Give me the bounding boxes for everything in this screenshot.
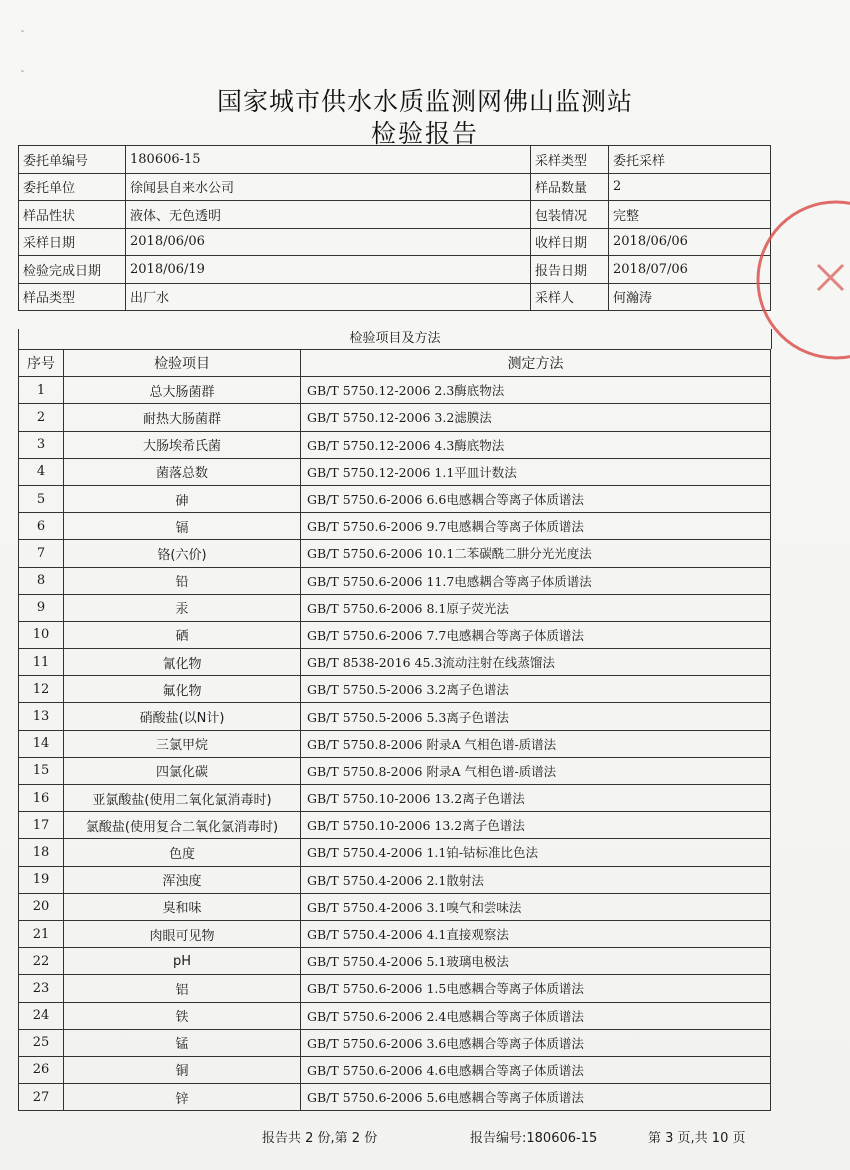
package-label: 包装情况 bbox=[531, 201, 609, 229]
row-number: 22 bbox=[19, 948, 64, 975]
table-row bbox=[19, 649, 771, 676]
sampler-label: 采样人 bbox=[531, 283, 609, 311]
table-row bbox=[19, 920, 771, 947]
sample-type-label: 采样类型 bbox=[531, 146, 609, 174]
report-date-label: 报告日期 bbox=[531, 256, 609, 284]
test-item: 镉 bbox=[64, 513, 301, 540]
section-title: 检验项目及方法 bbox=[18, 329, 772, 349]
info-row bbox=[19, 173, 771, 201]
table-row bbox=[19, 485, 771, 512]
report-date-value: 2018/07/06 bbox=[609, 256, 771, 284]
row-number: 14 bbox=[19, 730, 64, 757]
test-item: 铜 bbox=[64, 1056, 301, 1083]
table-row bbox=[19, 1084, 771, 1111]
test-method: GB/T 5750.4-2006 4.1直接观察法 bbox=[301, 920, 771, 947]
row-number: 11 bbox=[19, 649, 64, 676]
test-item: 氟化物 bbox=[64, 676, 301, 703]
row-number: 8 bbox=[19, 567, 64, 594]
client-value: 徐闻县自来水公司 bbox=[126, 173, 531, 201]
test-item: 铬(六价) bbox=[64, 540, 301, 567]
test-method: GB/T 5750.12-2006 4.3酶底物法 bbox=[301, 431, 771, 458]
row-number: 16 bbox=[19, 785, 64, 812]
receive-date-value: 2018/06/06 bbox=[609, 228, 771, 256]
sampling-date-label: 采样日期 bbox=[19, 228, 126, 256]
test-method: GB/T 5750.4-2006 2.1散射法 bbox=[301, 866, 771, 893]
test-items-table bbox=[18, 349, 771, 1111]
row-number: 21 bbox=[19, 920, 64, 947]
commission-no-label: 委托单编号 bbox=[19, 146, 126, 174]
report-org-title: 国家城市供水水质监测网佛山监测站 bbox=[216, 87, 633, 116]
table-row bbox=[19, 703, 771, 730]
row-number: 9 bbox=[19, 594, 64, 621]
scan-mark: ˇ bbox=[20, 30, 25, 41]
test-item: 铝 bbox=[64, 975, 301, 1002]
col-method-header: 测定方法 bbox=[301, 350, 771, 377]
test-method: GB/T 5750.12-2006 3.2滤膜法 bbox=[301, 404, 771, 431]
test-item: 氰化物 bbox=[64, 649, 301, 676]
row-number: 3 bbox=[19, 431, 64, 458]
sample-cat-value: 出厂水 bbox=[126, 283, 531, 311]
table-row bbox=[19, 594, 771, 621]
row-number: 5 bbox=[19, 485, 64, 512]
test-method: GB/T 5750.6-2006 6.6电感耦合等离子体质谱法 bbox=[301, 485, 771, 512]
row-number: 12 bbox=[19, 676, 64, 703]
table-row bbox=[19, 866, 771, 893]
client-label: 委托单位 bbox=[19, 173, 126, 201]
test-method: GB/T 5750.6-2006 4.6电感耦合等离子体质谱法 bbox=[301, 1056, 771, 1083]
sample-props-value: 液体、无色透明 bbox=[126, 201, 531, 229]
info-row bbox=[19, 228, 771, 256]
test-method: GB/T 5750.5-2006 5.3离子色谱法 bbox=[301, 703, 771, 730]
row-number: 17 bbox=[19, 812, 64, 839]
test-item: 总大肠菌群 bbox=[64, 377, 301, 404]
row-number: 25 bbox=[19, 1029, 64, 1056]
row-number: 19 bbox=[19, 866, 64, 893]
sample-props-label: 样品性状 bbox=[19, 201, 126, 229]
test-item: 耐热大肠菌群 bbox=[64, 404, 301, 431]
test-item: 四氯化碳 bbox=[64, 757, 301, 784]
row-number: 13 bbox=[19, 703, 64, 730]
test-method: GB/T 5750.4-2006 1.1铂-钴标准比色法 bbox=[301, 839, 771, 866]
test-method: GB/T 5750.6-2006 5.6电感耦合等离子体质谱法 bbox=[301, 1084, 771, 1111]
table-row bbox=[19, 893, 771, 920]
table-row bbox=[19, 1002, 771, 1029]
test-item: 亚氯酸盐(使用二氧化氯消毒时) bbox=[64, 785, 301, 812]
test-method: GB/T 5750.12-2006 2.3酶底物法 bbox=[301, 377, 771, 404]
test-item: 氯酸盐(使用复合二氧化氯消毒时) bbox=[64, 812, 301, 839]
table-row bbox=[19, 1029, 771, 1056]
test-item: 菌落总数 bbox=[64, 458, 301, 485]
col-no-header: 序号 bbox=[19, 350, 64, 377]
test-method: GB/T 5750.4-2006 5.1玻璃电极法 bbox=[301, 948, 771, 975]
test-item: 锰 bbox=[64, 1029, 301, 1056]
row-number: 23 bbox=[19, 975, 64, 1002]
table-header-row bbox=[19, 350, 771, 377]
sample-type-value: 委托采样 bbox=[609, 146, 771, 174]
test-method: GB/T 5750.10-2006 13.2离子色谱法 bbox=[301, 812, 771, 839]
test-method: GB/T 5750.6-2006 3.6电感耦合等离子体质谱法 bbox=[301, 1029, 771, 1056]
test-method: GB/T 5750.12-2006 1.1平皿计数法 bbox=[301, 458, 771, 485]
row-number: 15 bbox=[19, 757, 64, 784]
info-row bbox=[19, 146, 771, 174]
table-row bbox=[19, 458, 771, 485]
table-row bbox=[19, 377, 771, 404]
report-title: 检验报告 bbox=[370, 119, 479, 148]
scan-mark: ˇ bbox=[20, 70, 25, 81]
test-item: 臭和味 bbox=[64, 893, 301, 920]
test-item: 硝酸盐(以N计) bbox=[64, 703, 301, 730]
row-number: 2 bbox=[19, 404, 64, 431]
package-value: 完整 bbox=[609, 201, 771, 229]
finish-date-label: 检验完成日期 bbox=[19, 256, 126, 284]
table-row bbox=[19, 948, 771, 975]
sampling-date-value: 2018/06/06 bbox=[126, 228, 531, 256]
test-method: GB/T 5750.6-2006 2.4电感耦合等离子体质谱法 bbox=[301, 1002, 771, 1029]
test-method: GB/T 5750.6-2006 1.5电感耦合等离子体质谱法 bbox=[301, 975, 771, 1002]
test-method: GB/T 5750.8-2006 附录A 气相色谱-质谱法 bbox=[301, 730, 771, 757]
sample-qty-label: 样品数量 bbox=[531, 173, 609, 201]
info-row bbox=[19, 201, 771, 229]
table-row bbox=[19, 839, 771, 866]
table-row bbox=[19, 404, 771, 431]
finish-date-value: 2018/06/19 bbox=[126, 256, 531, 284]
report-number: 报告编号:180606-15 bbox=[470, 1131, 598, 1146]
test-method: GB/T 5750.8-2006 附录A 气相色谱-质谱法 bbox=[301, 757, 771, 784]
row-number: 10 bbox=[19, 621, 64, 648]
test-item: 硒 bbox=[64, 621, 301, 648]
table-row bbox=[19, 621, 771, 648]
test-item: 砷 bbox=[64, 485, 301, 512]
test-item: pH bbox=[64, 948, 301, 975]
table-row bbox=[19, 785, 771, 812]
table-row bbox=[19, 567, 771, 594]
test-method: GB/T 5750.10-2006 13.2离子色谱法 bbox=[301, 785, 771, 812]
sample-cat-label: 样品类型 bbox=[19, 283, 126, 311]
row-number: 4 bbox=[19, 458, 64, 485]
table-row bbox=[19, 431, 771, 458]
test-item: 三氯甲烷 bbox=[64, 730, 301, 757]
test-method: GB/T 5750.6-2006 7.7电感耦合等离子体质谱法 bbox=[301, 621, 771, 648]
commission-no-value: 180606-15 bbox=[126, 146, 531, 174]
test-method: GB/T 5750.4-2006 3.1嗅气和尝味法 bbox=[301, 893, 771, 920]
row-number: 1 bbox=[19, 377, 64, 404]
table-row bbox=[19, 1056, 771, 1083]
sampler-value: 何瀚涛 bbox=[609, 283, 771, 311]
table-row bbox=[19, 975, 771, 1002]
table-row bbox=[19, 812, 771, 839]
row-number: 20 bbox=[19, 893, 64, 920]
test-item: 汞 bbox=[64, 594, 301, 621]
row-number: 7 bbox=[19, 540, 64, 567]
test-method: GB/T 5750.5-2006 3.2离子色谱法 bbox=[301, 676, 771, 703]
test-item: 铁 bbox=[64, 1002, 301, 1029]
test-method: GB/T 5750.6-2006 11.7电感耦合等离子体质谱法 bbox=[301, 567, 771, 594]
info-row bbox=[19, 256, 771, 284]
table-row bbox=[19, 540, 771, 567]
test-method: GB/T 5750.6-2006 9.7电感耦合等离子体质谱法 bbox=[301, 513, 771, 540]
row-number: 24 bbox=[19, 1002, 64, 1029]
row-number: 6 bbox=[19, 513, 64, 540]
table-row bbox=[19, 513, 771, 540]
test-method: GB/T 5750.6-2006 10.1二苯碳酰二肼分光光度法 bbox=[301, 540, 771, 567]
test-item: 浑浊度 bbox=[64, 866, 301, 893]
test-item: 色度 bbox=[64, 839, 301, 866]
info-row bbox=[19, 283, 771, 311]
page-number: 第 3 页,共 10 页 bbox=[648, 1131, 746, 1146]
copies-text: 报告共 2 份,第 2 份 bbox=[262, 1131, 378, 1146]
col-item-header: 检验项目 bbox=[64, 350, 301, 377]
test-item: 肉眼可见物 bbox=[64, 920, 301, 947]
sample-info-table bbox=[18, 145, 771, 311]
test-method: GB/T 8538-2016 45.3流动注射在线蒸馏法 bbox=[301, 649, 771, 676]
test-method: GB/T 5750.6-2006 8.1原子荧光法 bbox=[301, 594, 771, 621]
sample-qty-value: 2 bbox=[609, 173, 771, 201]
table-row bbox=[19, 730, 771, 757]
row-number: 27 bbox=[19, 1084, 64, 1111]
receive-date-label: 收样日期 bbox=[531, 228, 609, 256]
test-item: 铅 bbox=[64, 567, 301, 594]
row-number: 18 bbox=[19, 839, 64, 866]
table-row bbox=[19, 676, 771, 703]
test-item: 大肠埃希氏菌 bbox=[64, 431, 301, 458]
row-number: 26 bbox=[19, 1056, 64, 1083]
table-row bbox=[19, 757, 771, 784]
test-item: 锌 bbox=[64, 1084, 301, 1111]
